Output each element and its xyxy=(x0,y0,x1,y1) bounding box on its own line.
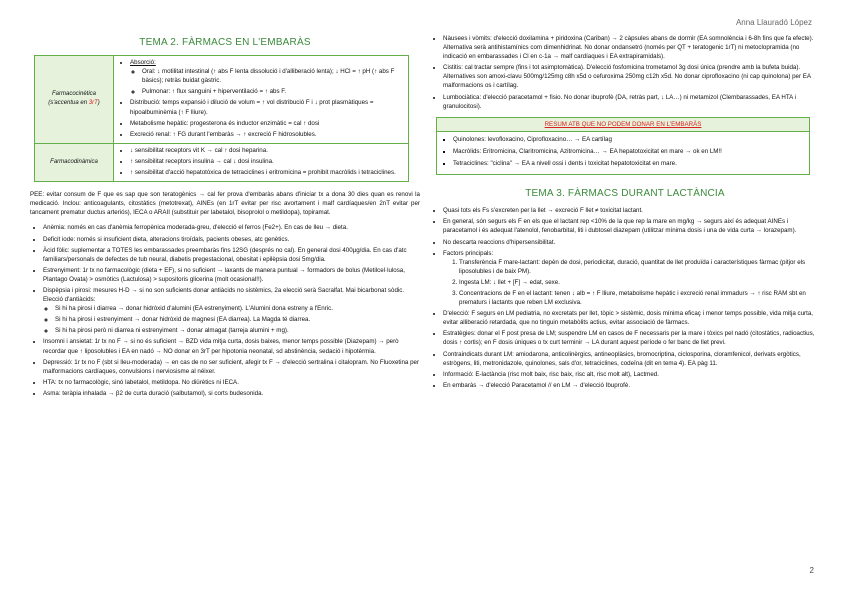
antacid-item: ◦ Si hi ha pirosi però ni diarrea ni estrenyiment → donar almagat (tarreja alumini + mg). xyxy=(55,326,420,335)
pk-sub: (s'accentua en xyxy=(48,100,88,107)
list-item: • Insomni i ansietat: 1r tx no F → si no és suficient → BZD vida mitja curta, dosis baixes, menor temps possible (Diazepam) → però recordar que ↑ liposolubles i EA en nadó → NO donar en 3rT per hipotonia neonatal, sd abstinència, sedació i hipotèrmia. xyxy=(43,337,420,355)
atb-item: ▪ Tetraciclines: "ciclina" → EA a nivell ossi i dents i toxicitat hepatotoxicitat en mare. xyxy=(453,159,805,168)
pd-content-cell xyxy=(114,143,409,181)
list-item: • Dispèpsia i pirosi: mesures H-D → si no son suficients donar antiàcids no sistèmics, 2a elecció serà Sacralfat. Mai bicarbonat sòdic. Elecció d'antiàcids: ◦ Si hi ha pirosi i diarrea → donar hidròxid d'alumini (EA estrenyiment). L'Alumini dona estreny a l'Enric. ◦ Si hi ha pirosi i estrenyiment → donar hidròxid de magnesi (EA diarrea). La Magda té diarrea. ◦ Si hi ha pirosi però ni diarrea ni estrenyiment → donar almagat (tarreja alumini + mg). xyxy=(43,286,420,335)
pd-item: • ↑ sensibilitat receptors insulina → cal ↓ dosi insulina. xyxy=(130,157,405,166)
list-item: • Anèmia: només en cas d'anèmia ferropènica moderada-greu, d'elecció el ferros (Fe2+). En cas de lleu → dieta. xyxy=(43,223,420,232)
list-item: • En general, són segurs els F en els que el lactant rep <10% de la que rep la mare en mg/kg → segurs així és adequat AINEs i paracetamol i és adequat l'atenolol, fenobarbital, liti i dubtosel diazepam (utilitzar mínima dosis i una de vida curta → lorazepam). xyxy=(443,217,820,235)
right-column xyxy=(430,34,820,392)
page-number: 2 xyxy=(809,566,814,575)
pk-label: Farmacocinètica xyxy=(51,91,96,98)
pd-item: • ↓ sensibilitat receptors vit K → cal ↑ dosi heparina. xyxy=(130,146,405,155)
section-title-tema3: TEMA 3. FÀRMACS DURANT LACTÀNCIA xyxy=(525,188,725,200)
pd-item: • ↑ sensibilitat d'acció hepatotòxica de tetraciclines i eritromicina = prohibit macròlids i tetraciclines. xyxy=(130,168,405,177)
antacid-item: ◦ Si hi ha pirosi i estrenyiment → donar hidròxid de magnesi (EA diarrea). La Magda té diarrea. xyxy=(55,315,420,324)
author-name: Anna Llauradó López xyxy=(735,18,812,27)
atb-summary-box xyxy=(436,117,810,175)
right-bullets xyxy=(430,206,820,390)
list-item: • Factors principals: 1. Transferència F mare-lactant: depèn de dosi, periodicitat, duració, quantitat de llet produïda i característiques fàrmac (pitjor els liposolubles i de baix PM). 2. Ingesta LM: ↓ llet + [F] → edat, sexe. 3. Concentracions de F en el lactant: tenen ↓ alb = ↑ F lliure, metabolisme hepàtic i excreció renal immadurs → ↑ risc RAM sbt en prematurs i lactants que reben LM exclusiva. xyxy=(443,249,820,308)
left-column xyxy=(30,34,420,400)
factor-item: 2. Ingesta LM: ↓ llet + [F] → edat, sexe. xyxy=(459,278,820,287)
list-item: • Quasi tots els Fs s'excreten per la llet → excreció F llet ≠ toxicitat lactant. xyxy=(443,206,820,215)
pk-sub-red: 3rT xyxy=(88,100,98,107)
list-item: • En embaràs → d'elecció Paracetamol // en LM → d'elecció Ibuprofè. xyxy=(443,381,820,390)
list-item: • Asma: teràpia inhalada → β2 de curta duració (salbutamol), si corts budesonida. xyxy=(43,389,420,398)
pd-label-cell xyxy=(35,143,114,181)
list-item: • Nàusees i vòmits: d'elecció doxilamina + piridoxina (Cariban) → 2 càpsules abans de dormir (EA somnolència i 6-8h fins que fa efecte). Alternativa serà antihistamínics com dimenhidrinat. No donar ondansetró (només per QT + teratogenic 1rT) ni metoclopramida (no indicació en embarassades i Cl en c-1a → malf cardíaques i EA extrapiramidals). xyxy=(443,34,820,61)
list-item: • HTA: tx no farmacològic, sinó labetalol, metildopa. No diürètics ni IECA. xyxy=(43,378,420,387)
pk-item: • Metabolisme hepàtic: progesterona és inductor enzimàtic = cal ↑ dosi xyxy=(130,119,405,128)
pk-item: • Distribució: temps expansió i dilució de volum = ↑ vol distribució F i ↓ prot plasmàtiques = hipoalbuminèmia (↑ F lliure). xyxy=(130,98,405,116)
factor-item: 1. Transferència F mare-lactant: depèn de dosi, periodicitat, duració, quantitat de llet produïda i característiques fàrmac (pitjor els liposolubles i de baix PM). xyxy=(459,258,820,276)
pee-paragraph: PEE: evitar consum de F que es sap que son teratogènics → cal fer prova d'embaràs abans d'iniciar tx a dona 30 dies quan es renovi la medicació. Inclou: anticoagulants, citostàtics (metotrexat), AINEs (en 1rT evitar per risc avortament i malf cardíaques/en 2nT evitar per tancament prematur ductus arteriós), IECA o ARAII (substituir per labetalol, bisoprolol o metildopa), topiramat. xyxy=(30,191,420,217)
pk-sub-end: ) xyxy=(97,100,100,107)
list-item: • Depressió: 1r tx no F (sbt si lleu-moderada) → en cas de no ser suficient, afegir tx F → d'elecció sertralina i citalopram. No Fluoxetina per malformacions cardíaques, convulsions i nerviosisme al néixer. xyxy=(43,358,420,376)
list-item: • Deficit iode: només si insuficient dieta, alteracions tiroïdals, pacients obeses, atc genètics. xyxy=(43,235,420,244)
list-item: • Estratègies: donar el F post presa de LM; suspendre LM en casos de F necessaris per la mare i tòxics pel nadó (citostàtics, radioactius, dosis ↑ cortis); en F dosis úniques o tx curt terminir → LA durant aquest període o fer banc de llet previ. xyxy=(443,329,820,347)
list-item: • Informació: E-lactància (risc molt baix, risc baix, risc alt, risc molt alt), Lactmed. xyxy=(443,370,820,379)
pk-item: • Excreció renal: ↑ FG durant l'embaràs → ↑ excreció F hidrosolubles. xyxy=(130,130,405,139)
atb-item: ▪ Macròlids: Eritromicina, Claritromicina, Azitromicina… → EA hepatotoxicitat en mare → ok en LM!! xyxy=(453,147,805,156)
pk-item: ◦ Pulmonar: ↑ flux sanguini + hiperventilació = ↑ abs F. xyxy=(142,87,405,96)
section-title-tema2: TEMA 2. FÀRMACS EN L'EMBARÀS xyxy=(139,37,311,48)
list-item: • Contraindicats durant LM: amiodarona, anticolinèrgics, antineoplàsics, bromocriptina, ciclosporina, cloramfenicol, derivats ergòtics, estrògens, liti, metronidazole, quinolones, sals d'or, tetraciclines, codeïna (dit en tema 4). EA pàg 11. xyxy=(443,350,820,368)
list-item: • Estrenyiment: 1r tx no farmacològic (dieta + EF), si no suficient → laxants de manera puntual → formadors de bolus (Metilcel·lulosa, Plantago Ovata) > osmòtics (Lactulosa) > supositoris glicerina (molt ocasional!!). xyxy=(43,266,420,284)
list-item: • D'elecció: F segurs en LM pediatria, no excretats per llet, tòpic > sistèmic, dosis mínima eficaç i menor temps possible, vida mitja curta, evitar alliberació retardada, que no tinguin metabòlits actius, evitar associació de fàrmacs. xyxy=(443,309,820,327)
pk-content-cell xyxy=(114,56,409,144)
factor-item: 3. Concentracions de F en el lactant: tenen ↓ alb = ↑ F lliure, metabolisme hepàtic i excreció renal immadurs → ↑ risc RAM sbt en prematurs i lactants que reben LM exclusiva. xyxy=(459,289,820,307)
list-item: • No descarta reaccions d'hipersensibilitat. xyxy=(443,238,820,247)
atb-summary-title: RESUM ATB QUE NO PODEM DONAR EN L'EMBARÀS xyxy=(437,118,809,132)
right-top-bullets xyxy=(430,34,820,111)
pd-label: Farmacodinàmica xyxy=(50,158,98,165)
list-item: • Cistitis: cal tractar sempre (fins i tot asimptomàtica). D'elecció fosfomicina trometamol 3g dosi única (prendre amb la bufeta buida). Alternatives son amoxi-clavu 500mg/125mg c8h x5d o cefuroxima 250mg c12h x5d. No donar ciprofloxacino (ni cap quinolona) per EA malformacions os i cartílag. xyxy=(443,63,820,90)
pk-item: • Absorció: ◦ Oral: ↓ motilitat intestinal (↑ abs F lenta dissolució i d'alliberació lenta); ↓ HCl = ↑ pH (↑ abs F bàsics); retràs buidat gàstric. ◦ Pulmonar: ↑ flux sanguini + hiperventilació = ↑ abs F. xyxy=(130,58,405,96)
pk-item: ◦ Oral: ↓ motilitat intestinal (↑ abs F lenta dissolució i d'alliberació lenta); ↓ HCl = ↑ pH (↑ abs F bàsics); retràs buidat gàstric. xyxy=(142,67,405,85)
pharmacology-table xyxy=(34,55,409,182)
pk-label-cell xyxy=(35,56,114,144)
left-bullets xyxy=(30,223,420,398)
atb-item: ▪ Quinolones: levofloxacino, Ciprofloxacino… → EA cartílag xyxy=(453,135,805,144)
list-item: • Àcid fòlic: suplementar a TOTES les embarassades preembaràs fins 12SG (després no cal). En general dosi 400µg/dia. En cas d'atc familiars/personals de defectes de tub neural, diabetis pregestacional, obesitat i epilèpsia dosi 5mg/dia. xyxy=(43,246,420,264)
list-item: • Lumbociàtica: d'elecció paracetamol + fisio. No donar ibuprofè (DA, retràs part, ↓ LA…) ni metamizol (Clembarassades, EA HTA i granulocitosi). xyxy=(443,93,820,111)
antacid-item: ◦ Si hi ha pirosi i diarrea → donar hidròxid d'alumini (EA estrenyiment). L'Alumini dona estreny a l'Enric. xyxy=(55,304,420,313)
